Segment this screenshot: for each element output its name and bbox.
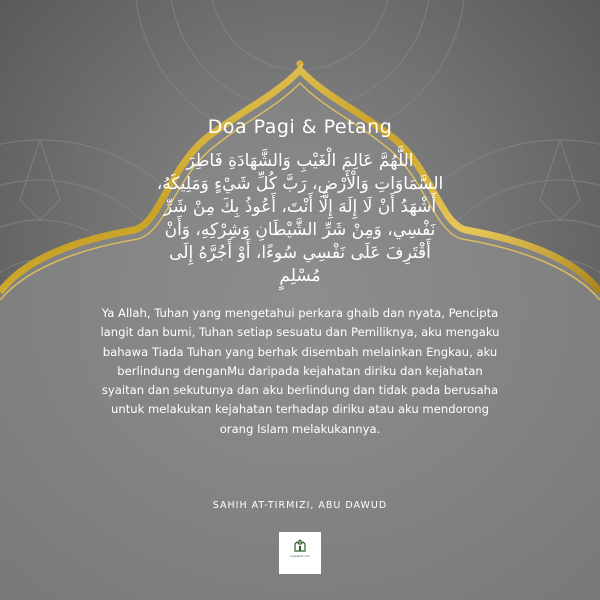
arabic-prayer-text: اللَّهُمَّ عَالِمَ الْغَيْبِ وَالشَّهَادَةِ فَاطِرَ السَّمَاوَاتِ وَالْأَرْضِ، رَبَّ كُلِّ شَيْءٍ وَمَلِيكَهُ، أَشْهَدُ أَنْ لَا إِلَهَ إِلَّا أَنْتَ، أَعُوذُ بِكَ مِنْ شَرِّ نَفْسِي، وَمِنْ شَرِّ الشَّيْطَانِ وَشِرْكِهِ، وَأَنْ أَقْتَرِفَ عَلَى نَفْسِي سُوءًا، أَوْ أَجُرَّهُ إِلَى مُسْلِمٍ bbox=[156, 151, 444, 286]
mosque-icon bbox=[292, 536, 308, 552]
translation-text: Ya Allah, Tuhan yang mengetahui perkara ghaib dan nyata, Pencipta langit dan bumi, Tuhan setiap sesuatu dan Pemiliknya, aku mengaku bahawa Tiada Tuhan yang berhak disembah melainkan Engkau, aku berlindung denganMu daripada kejahatan diriku dan kejahatan syaitan dan sekutunya dan aku berlindung dan tidak pada berusaha untuk melakukan kejahatan terhadap diriku atau aku mendorong orang Islam melakukannya. bbox=[100, 306, 500, 436]
hadith-source: SAHIH AT-TIRMIZI, ABU DAWUD bbox=[212, 500, 388, 511]
logo-badge bbox=[279, 532, 321, 574]
logo-text: mywakaf.com bbox=[289, 554, 311, 558]
arch-finial bbox=[297, 61, 304, 68]
page-title: Doa Pagi & Petang bbox=[207, 116, 393, 138]
